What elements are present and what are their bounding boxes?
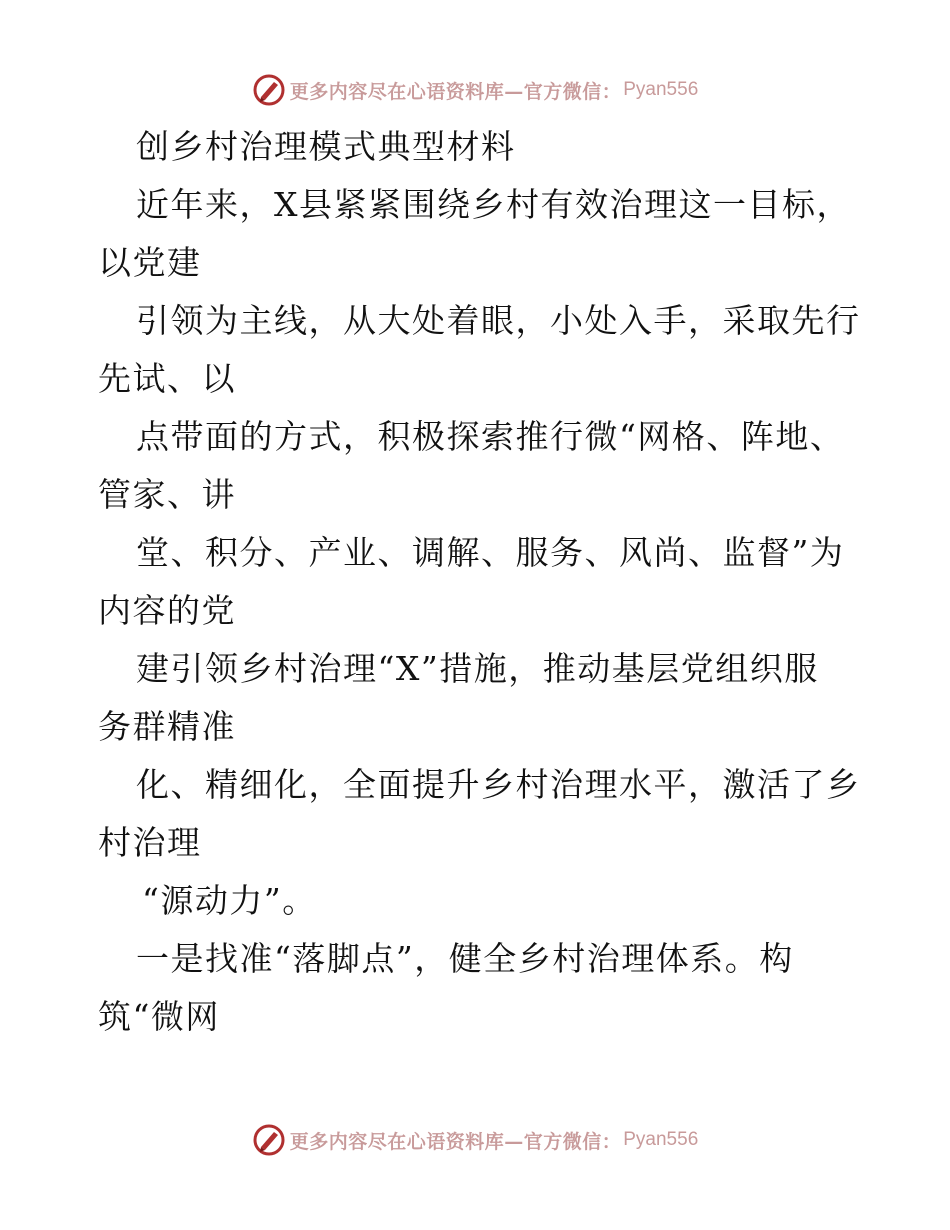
watermark-text: 更多内容尽在心语资料库—官方微信： (289, 1130, 622, 1153)
watermark-footer (0, 1120, 950, 1160)
text-line: 堂、积分、产业、调解、服务、风尚、监督”为 (136, 533, 845, 572)
text-line: 化、精细化，全面提升乡村治理水平，激活了乡 (136, 765, 861, 804)
pen-circle-logo-icon (252, 1123, 286, 1157)
text-line: 内容的党 (98, 591, 236, 630)
pen-circle-logo-icon (252, 73, 286, 107)
document-title: 创乡村治理模式典型材料 (136, 127, 516, 166)
text-line: 筑“微网 (98, 997, 220, 1036)
text-line: 村治理 (98, 823, 202, 862)
text-line: 引领为主线，从大处着眼，小处入手，采取先行 (136, 301, 861, 340)
text-line: 先试、以 (98, 359, 236, 398)
text-line: 一是找准“落脚点”，健全乡村治理体系。构 (136, 939, 794, 978)
watermark-id: Pyan556 (623, 79, 699, 100)
text-line: 近年来，X县紧紧围绕乡村有效治理这一目标， (136, 185, 851, 224)
text-line: “源动力”。 (142, 881, 317, 920)
text-line: 管家、讲 (98, 475, 236, 514)
text-line: 建引领乡村治理“X”措施，推动基层党组织服 (136, 649, 819, 688)
text-line: 务群精准 (98, 707, 236, 746)
text-line: 点带面的方式，积极探索推行微“网格、阵地、 (136, 417, 845, 456)
document-body (98, 118, 861, 1046)
watermark-text: 更多内容尽在心语资料库—官方微信： (289, 80, 622, 103)
text-line: 以党建 (98, 243, 202, 282)
watermark-id: Pyan556 (623, 1129, 699, 1150)
watermark-header (0, 70, 950, 110)
